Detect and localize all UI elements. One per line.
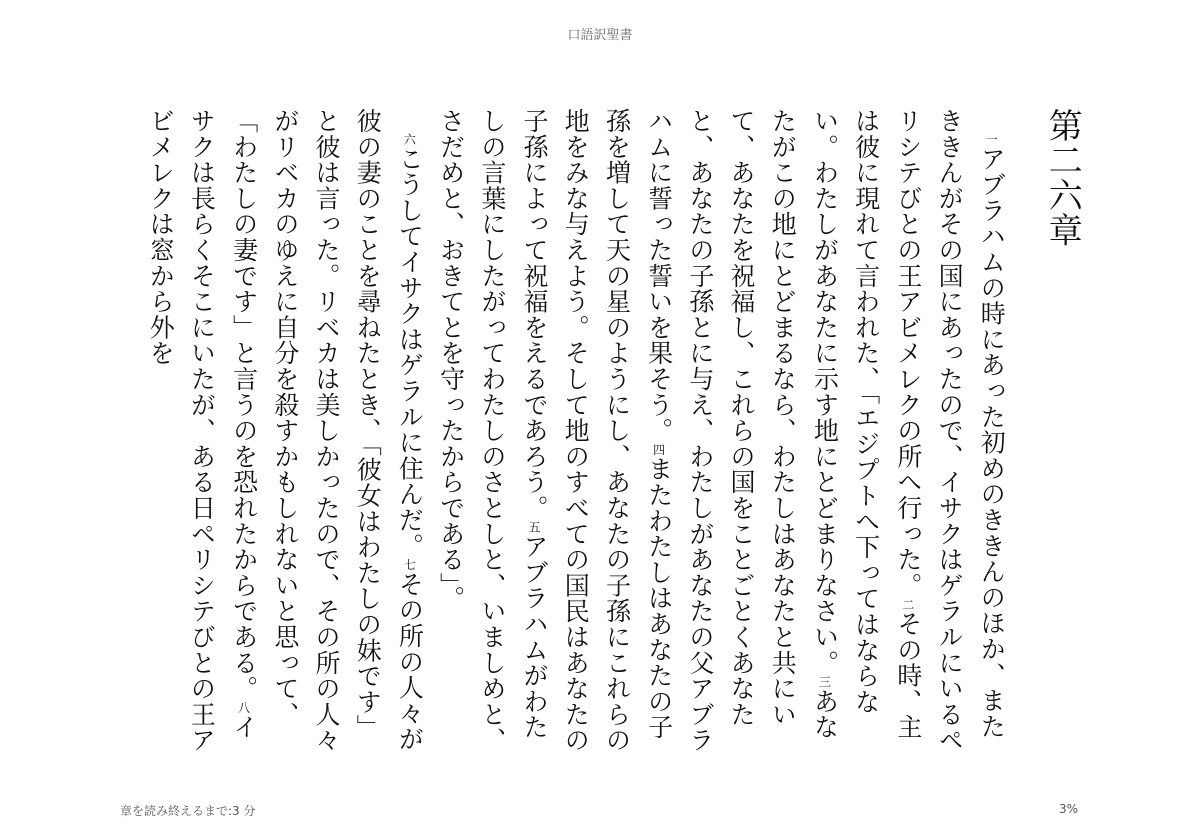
reading-progress: 3% [1058, 802, 1078, 816]
verse-number: 五 [527, 520, 542, 534]
verse-text: その時、主は彼に現れて言われた、「エジプトへ下ってはならない。わたしがあなたに示す地にとどまりなさい。 [810, 108, 923, 741]
chapter-time-remaining: 章を読み終えるまで:3 分 [120, 804, 256, 818]
verse-text: こうしてイサクはゲラルに住んだ。 [395, 145, 425, 559]
chapter-heading: 第二六章 [1042, 108, 1083, 248]
verse-number: 七 [402, 558, 417, 572]
vertical-text-column [140, 108, 1090, 758]
verse-number: 三 [817, 675, 832, 689]
reading-page[interactable] [140, 108, 1083, 758]
verse-number: 六 [402, 133, 417, 146]
paragraph [430, 108, 1012, 758]
verse-text: イサクは長らくそこにいたが、ある日ペリシテびとの王アビメレクは窓から外を [146, 108, 259, 753]
verse-text: アブラハムがわたしの言葉にしたがってわたしのさとしと、いましめと、さだめと、おきてとを守ったからである」。 [436, 108, 550, 753]
verse-number: 一 [984, 133, 999, 146]
verse-text: またわたしはあなたの子孫を増して天の星のようにし、あなたの子孫にこれらの地をみな与えよう。そして地のすべての国民はあなたの子孫によって祝福をえるであろう。 [520, 108, 674, 753]
verse-number: 四 [651, 443, 666, 457]
book-title: 口語訳聖書 [567, 28, 633, 43]
paragraph [140, 108, 430, 758]
verse-text: あなたがこの地にとどまるなら、わたしはあなたと共にいて、あなたを祝福し、これらの国をことごとくあなたと、あなたの子孫とに与え、わたしがあなたの父アブラハムに誓った誓いを果そう。 [644, 108, 840, 753]
verse-text: アブラハムの時にあった初めのききんのほか、またききんがその国にあったので、イサクはゲラルにいるペリシテびとの王アビメレクの所へ行った。 [893, 108, 1007, 753]
verse-number: 二 [900, 598, 915, 612]
verse-text: その所の人々が彼の妻のことを尋ねたとき、「彼女はわたしの妹です」と彼は言った。リベカは美しかったので、その所の人々がリベカのゆえに自分を殺すかもしれないと思って、「わたしの妻です」と言うのを恐れたからである。 [229, 108, 425, 753]
verse-number: 八 [236, 701, 251, 715]
